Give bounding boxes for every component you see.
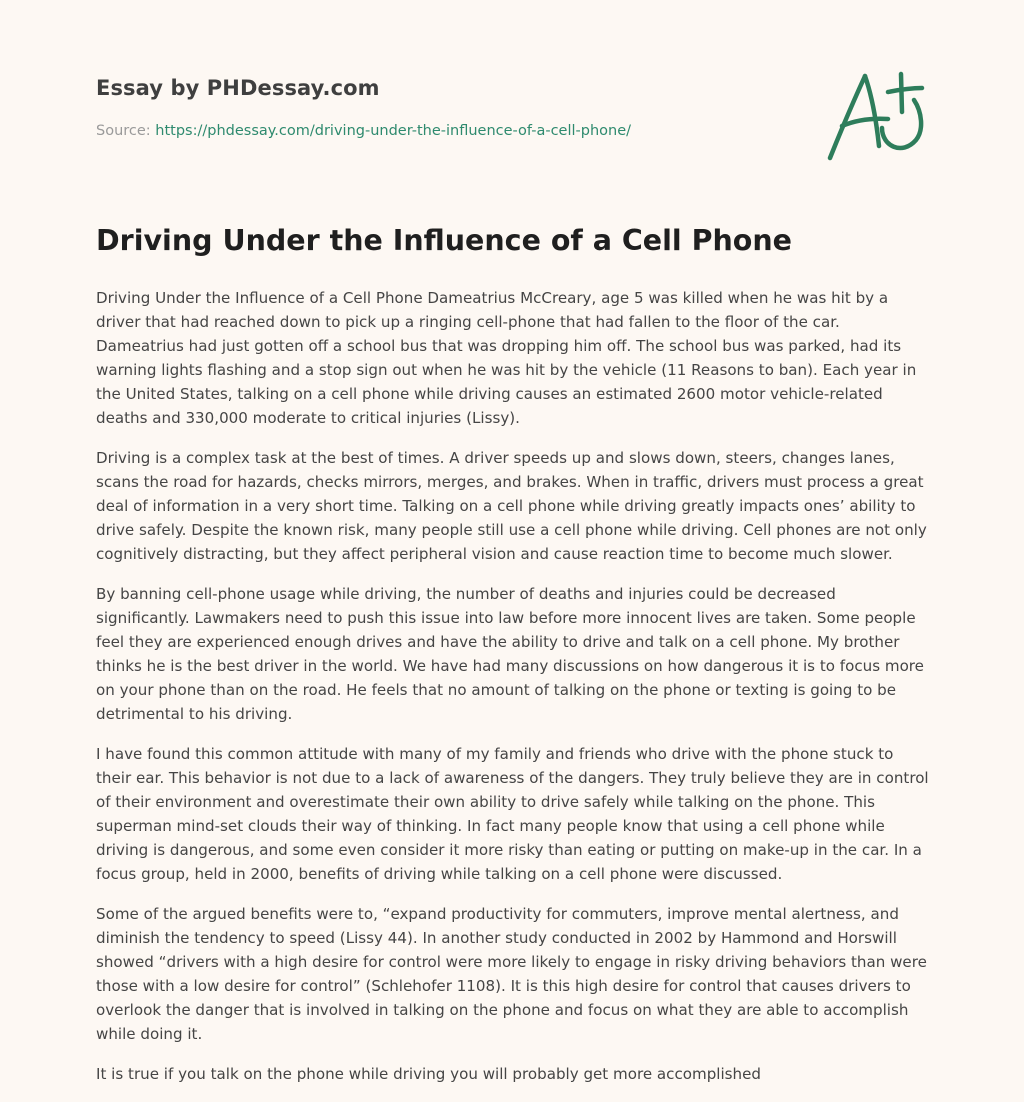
site-title: Essay by PHDessay.com	[96, 76, 380, 100]
essay-body	[96, 286, 930, 1102]
essay-paragraph: I have found this common attitude with many of my family and friends who drive with the phone stuck to their ear. This behavior is not due to a lack of awareness of the dangers. They truly believe they are in control of their environment and overestimate their own ability to drive safely while talking on the phone. This superman mind-set clouds their way of thinking. In fact many people know that using a cell phone while driving is dangerous, and some even consider it more risky than eating or putting on make-up in the car. In a focus group, held in 2000, benefits of driving while talking on a cell phone were discussed.	[96, 745, 929, 883]
logo-a-crossbar	[842, 119, 888, 126]
essay-paragraph: Some of the argued benefits were to, “expand productivity for commuters, improve mental alertness, and diminish the tendency to speed (Lissy 44). In another study conducted in 2002 by Hammond and Horswill showed “drivers with a high desire for control were more likely to engage in risky driving behaviors than were those with a low desire for control” (Schlehofer 1108). It is this high desire for control that causes drivers to overlook the danger that is involved in talking on the phone and focus on what they are able to accomplish while doing it.	[96, 905, 927, 1043]
essay-paragraph: Driving is a complex task at the best of times. A driver speeds up and slows down, steers, changes lanes, scans the road for hazards, checks mirrors, merges, and brakes. When in traffic, drivers must process a great deal of information in a very short time. Talking on a cell phone while driving greatly impacts ones’ ability to drive safely. Despite the known risk, many people still use a cell phone while driving. Cell phones are not only cognitively distracting, but they affect peripheral vision and cause reaction time to become much slower.	[96, 449, 927, 563]
logo-plus-vertical	[901, 74, 902, 112]
source-label: Source:	[96, 123, 156, 139]
essay-paragraph: It is true if you talk on the phone while driving you will probably get more accomplished	[96, 1065, 761, 1083]
essay-paragraph: Driving Under the Influence of a Cell Phone Dameatrius McCreary, age 5 was killed when he was hit by a driver that had reached down to pick up a ringing cell-phone that had fallen to the floor of the car. Dameatrius had just gotten off a school bus that was dropping him off. The school bus was parked, had its warning lights flashing and a stop sign out when he was hit by the vehicle (11 Reasons to ban). Each year in the United States, talking on a cell phone while driving causes an estimated 2600 motor vehicle-related deaths and 330,000 moderate to critical injuries (Lissy).	[96, 289, 917, 427]
essay-title: Driving Under the Influence of a Cell Phone	[96, 224, 792, 257]
source-link[interactable]: https://phdessay.com/driving-under-the-influence-of-a-cell-phone/	[155, 123, 632, 139]
a-plus-grade-icon	[822, 66, 932, 166]
logo-a-left-stroke	[830, 76, 865, 158]
essay-paragraph: By banning cell-phone usage while driving, the number of deaths and injuries could be decreased significantly. Lawmakers need to push this issue into law before more innocent lives are taken. Some people feel they are experienced enough drives and have the ability to drive and talk on a cell phone. My brother thinks he is the best driver in the world. We have had many discussions on how dangerous it is to focus more on your phone than on the road. He feels that no amount of talking on the phone or texting is going to be detrimental to his driving.	[96, 585, 924, 723]
logo-plus-horizontal	[888, 88, 922, 92]
source-line	[96, 123, 631, 139]
logo-a-right-stroke	[865, 76, 879, 146]
